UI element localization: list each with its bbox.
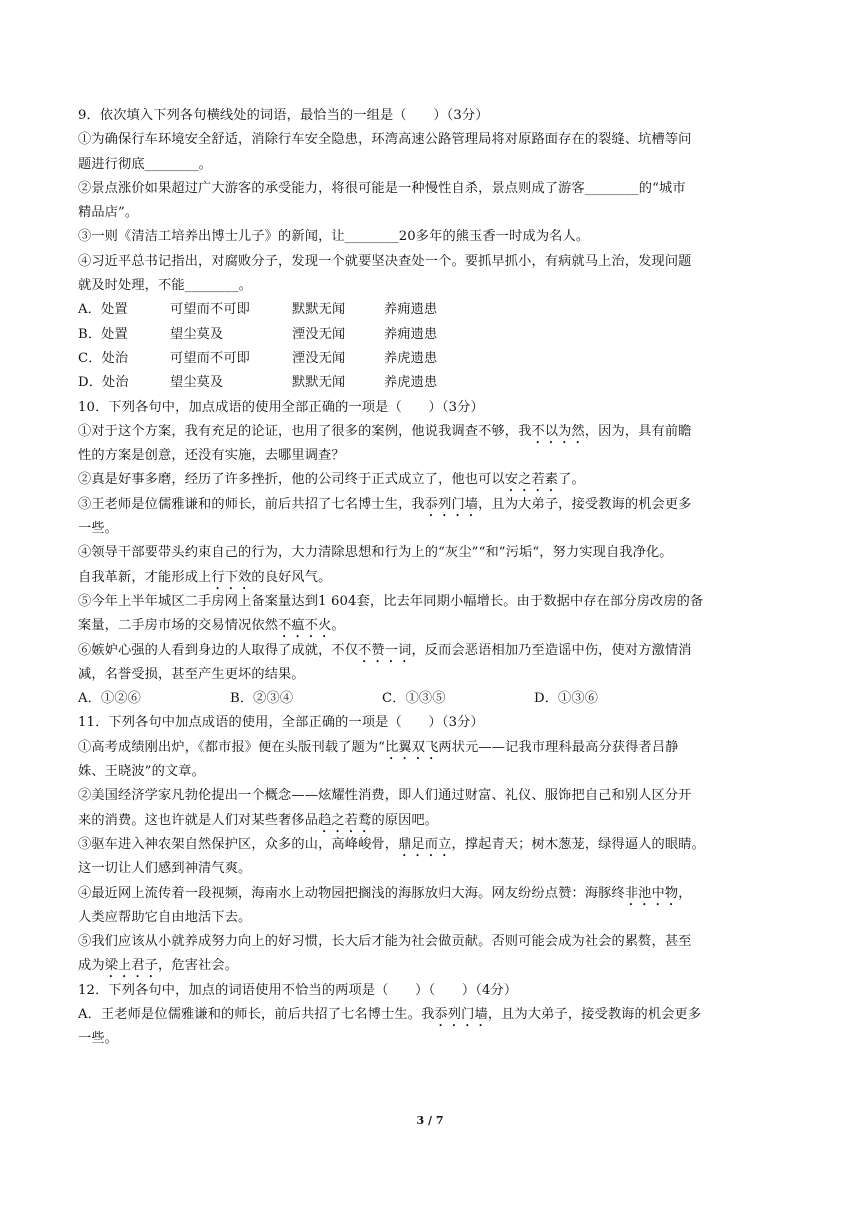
q11-sentence-3b: 这一切让人们感到神清气爽。 — [78, 861, 252, 877]
text: ⑥嫉妒心强的人看到身边的人取得了成就，不仅 — [78, 642, 359, 658]
text: ，反而会恶语相加乃至造谣中伤，使对方激情消 — [411, 642, 692, 658]
q10-sentence-5a: ⑤今年上半年城区二手房网上备案量达到1 604套，比去年同期小幅增长。由于数据中存在部分房改房的备 — [78, 593, 704, 609]
page-number: 3 / 7 — [416, 1114, 444, 1127]
dotted-idiom: 不瘟不火 — [278, 618, 332, 634]
text: ③王老师是位儒雅谦和的师长，前后共招了七名博士生，我 — [78, 496, 425, 512]
text: ①高考成绩刚出炉，《都市报》便在头版刊载了题为“ — [78, 739, 386, 755]
text: ， — [678, 885, 692, 901]
q9-sentence-2a: ②景点涨价如果超过广大游客的承受能力，将很可能是一种慢性自杀，景点则成了游客________的“城市 — [78, 180, 686, 196]
q10-sentence-1a — [78, 420, 784, 444]
option-b: B．②③④ — [230, 691, 294, 707]
q10-sentence-3b: 一些。 — [78, 521, 119, 537]
option-word: 可望而不可即 — [170, 302, 251, 318]
text: 。 — [331, 618, 345, 634]
dotted-idiom: 梁上君子 — [104, 958, 159, 974]
dotted-idiom: 趋之若鹜 — [318, 812, 372, 828]
option-word: 湮没无闻 — [292, 350, 346, 366]
text: 成为 — [78, 958, 105, 974]
q10-sentence-6b: 减，名誉受损，甚至产生更坏的结果。 — [78, 666, 305, 682]
q9-sentence-1b: 题进行彻底________。 — [78, 156, 212, 172]
q11-sentence-2a: ②美国经济学家凡勃伦提出一个概念——炫耀性消费，即人们通过财富、礼仪、服饰把自己和别人区分开 — [78, 788, 692, 804]
dotted-idiom: 忝列门墙 — [424, 496, 479, 512]
text: 自我革新，才能形成上 — [78, 569, 212, 585]
text: ②真是好事多磨，经历了许多挫折，他的公司终于正式成立了，他也可以 — [78, 472, 505, 488]
q11-sentence-5a: ⑤我们应该从小就养成努力向上的好习惯，长大后才能为社会做贡献。否则可能会成为社会的累赘，甚至 — [78, 934, 692, 950]
dotted-idiom: 非池中物 — [624, 885, 679, 901]
q10-title: 10．下列各句中，加点成语的使用全部正确的一项是（ ）（3分） — [78, 399, 484, 415]
dotted-idiom: 不以为然 — [531, 423, 585, 439]
dotted-idiom: 安之若素 — [504, 472, 559, 488]
q10-sentence-4b — [78, 566, 784, 590]
option-word: 望尘莫及 — [170, 375, 224, 391]
q11-sentence-1a — [78, 736, 784, 760]
text: ，撑起青天；树木葱茏，绿得逼人的眼睛。 — [451, 836, 705, 852]
option-word: 湮没无闻 — [292, 326, 346, 342]
dotted-idiom: 忝列门墙 — [434, 1006, 488, 1022]
text: ，且为大弟子，接受教诲的机会更多 — [478, 496, 692, 512]
option-word: 默默无闻 — [292, 375, 346, 391]
q11-sentence-3a — [78, 833, 784, 857]
q10-sentence-1b: 性的方案是创意，还没有实施，去哪里调查？ — [78, 448, 345, 464]
dotted-idiom: 行下效 — [211, 569, 252, 585]
option-label: A．处置 — [78, 302, 128, 318]
q11-sentence-4a — [78, 882, 784, 906]
text: 的原因吧。 — [371, 812, 439, 828]
q12-title: 12．下列各句中，加点的词语使用不恰当的两项是（ ）（ ）（4分） — [78, 982, 518, 998]
q10-sentence-6a — [78, 639, 784, 663]
option-word: 望尘莫及 — [170, 326, 224, 342]
q10-sentence-3a — [78, 493, 784, 517]
dotted-idiom: 不赞一词 — [358, 642, 412, 658]
q9-sentence-3: ③一则《清洁工培养出博士儿子》的新闻，让________20多年的熊玉香一时成为名人。 — [78, 229, 590, 245]
q9-sentence-4b: 就及时处理，不能________。 — [78, 278, 252, 294]
q10-sentence-2 — [78, 468, 784, 492]
q9-sentence-4a: ④习近平总书记指出，对腐败分子，发现一个就要坚决查处一个。要抓早抓小，有病就马上治，发现问题 — [78, 253, 692, 269]
option-d: D．①③⑥ — [534, 691, 599, 707]
option-word: 默默无闻 — [292, 302, 346, 318]
option-a: A．①②⑥ — [78, 691, 142, 707]
q9-sentence-1a: ①为确保行车环境安全舒适，消除行车安全隐患，环湾高速公路管理局将对原路面存在的裂缝、坑槽等问 — [78, 132, 692, 148]
q9-option-d — [78, 371, 784, 395]
q11-sentence-5b — [78, 954, 784, 978]
option-word: 养痈遗患 — [384, 302, 438, 318]
text: 案量，二手房市场的交易情况依然 — [78, 618, 279, 634]
option-word: 养虎遗患 — [384, 350, 438, 366]
q11-sentence-2b — [78, 809, 784, 833]
option-word: 养痈遗患 — [384, 326, 438, 342]
option-word: 可望而不可即 — [170, 350, 251, 366]
text: ，且为大弟子，接受教诲的机会更多 — [487, 1006, 702, 1022]
option-label: C．处治 — [78, 350, 129, 366]
q9-sentence-2b: 精品店”。 — [78, 205, 139, 221]
text: A．王老师是位儒雅谦和的师长，前后共招了七名博士生。我 — [78, 1006, 435, 1022]
q11-sentence-4b: 人类应帮助它自由地活下去。 — [78, 909, 252, 925]
text: ，因为，具有前瞻 — [584, 423, 692, 439]
q9-option-a — [78, 298, 784, 322]
text: ，危害社会。 — [158, 958, 239, 974]
q10-sentence-4a: ④领导干部要带头约束自己的行为，大力清除思想和行为上的“灰尘”“和”污垢“，努力实现自我净化。 — [78, 545, 673, 561]
text: 两状元——记我市理科最高分获得者吕静 — [438, 739, 679, 755]
q9-option-b — [78, 323, 784, 347]
q10-sentence-5b — [78, 614, 784, 638]
page-content — [78, 104, 784, 1052]
q9-title: 9．依次填入下列各句横线处的词语，最恰当的一组是（ ）（3分） — [78, 108, 489, 123]
dotted-idiom: 比翼双飞 — [385, 739, 439, 755]
text: 了。 — [558, 472, 585, 488]
q12-option-a-line1 — [78, 1003, 784, 1027]
text: 来的消费。这也许就是人们对某些奢侈品 — [78, 812, 319, 828]
dotted-idiom: 鼎足而立 — [398, 836, 452, 852]
q11-title: 11．下列各句中加点成语的使用，全部正确的一项是（ ）（3分） — [78, 715, 484, 731]
q11-sentence-1b: 姝、王晓波”的文章。 — [78, 764, 205, 780]
option-c: C．①③⑤ — [382, 691, 446, 707]
text: ①对于这个方案，我有充足的论证，也用了很多的案例，他说我调查不够，我 — [78, 423, 532, 439]
option-label: D．处治 — [78, 375, 129, 391]
option-label: B．处置 — [78, 326, 128, 342]
q10-options — [78, 687, 784, 711]
q9-option-c — [78, 347, 784, 371]
q12-option-a-line2: 一些。 — [78, 1031, 119, 1047]
option-word: 养虎遗患 — [384, 375, 438, 391]
text: ④最近网上流传着一段视频，海南水上动物园把搁浅的海豚放归大海。网友纷纷点赞：海豚终 — [78, 885, 625, 901]
text: 的良好风气。 — [251, 569, 332, 585]
text: ③驱车进入神农架自然保护区，众多的山，高峰峻骨， — [78, 836, 399, 852]
